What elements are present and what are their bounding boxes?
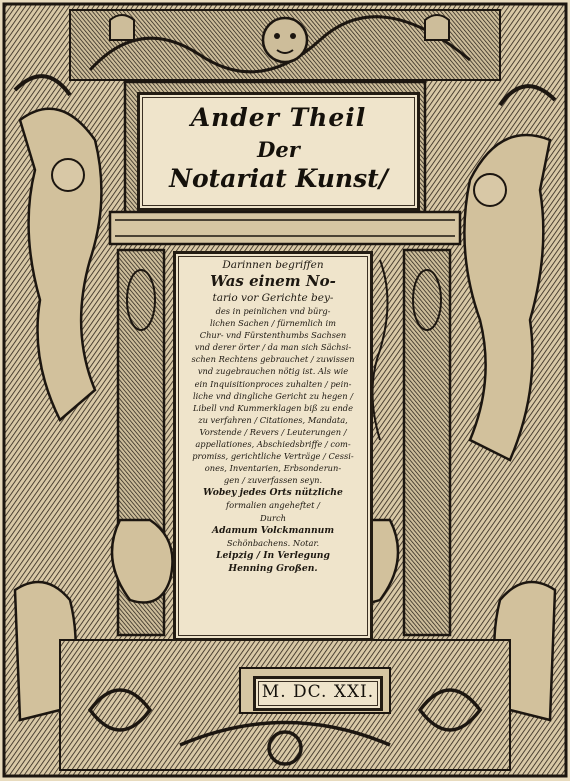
description-line: lichen Sachen / fürnemlich im [209,318,337,329]
description-line: Wobey jedes Orts nützliche [203,487,343,499]
title-line-3: Notariat Kunst/ [169,164,388,193]
description-line: ones, Inventarien, Erbsonderun- [204,463,342,474]
description-line: Was einem No- [210,272,336,290]
description-line: zu verfahren / Citationes, Mandata, [198,414,348,425]
description-line: vnd derer örter / da man sich Sächsi- [194,342,352,353]
description-line: liche vnd dingliche Gericht zu hegen / [192,390,353,401]
title-line-2: Der [257,137,300,162]
title-cartouche [137,92,420,211]
description-line: formalien angeheftet / [226,500,320,511]
description-text [182,258,364,575]
description-line: Henning Großen. [228,562,318,574]
description-line: Chur- vnd Fürstenthumbs Sachsen [199,330,347,341]
description-line: Vorstende / Revers / Leuterungen / [199,426,347,437]
description-line: gen / zuverfassen seyn. [223,475,323,486]
description-line: Adamum Volckmannum [211,524,335,536]
description-line: vnd zugebrauchen nötig ist. Als wie [197,366,349,377]
description-line: Libell vnd Kummerklagen biß zu ende [192,402,354,413]
description-line: Schönbachens. Notar. [226,537,320,548]
date-cartouche [253,676,383,711]
description-line: Durch [260,512,286,523]
description-line: Leipzig / In Verlegung [216,549,330,561]
description-line: promiss, gerichtliche Verträge / Cessi- [192,451,354,462]
description-line: schen Rechtens gebrauchet / zuwissen [191,354,355,365]
description-line: tario vor Gerichte bey- [212,292,334,304]
description-line: des in peinlichen vnd bürg- [215,306,331,316]
publication-date: M. DC. XXI. [261,682,375,702]
description-panel [173,251,373,641]
description-line: Darinnen begriffen [222,259,324,271]
title-line-1: Ander Theil [190,103,367,132]
description-line: ein Inquisitionproces zuhalten / pein- [194,378,352,389]
description-line: appellationes, Abschiedsbriffe / com- [195,439,351,450]
